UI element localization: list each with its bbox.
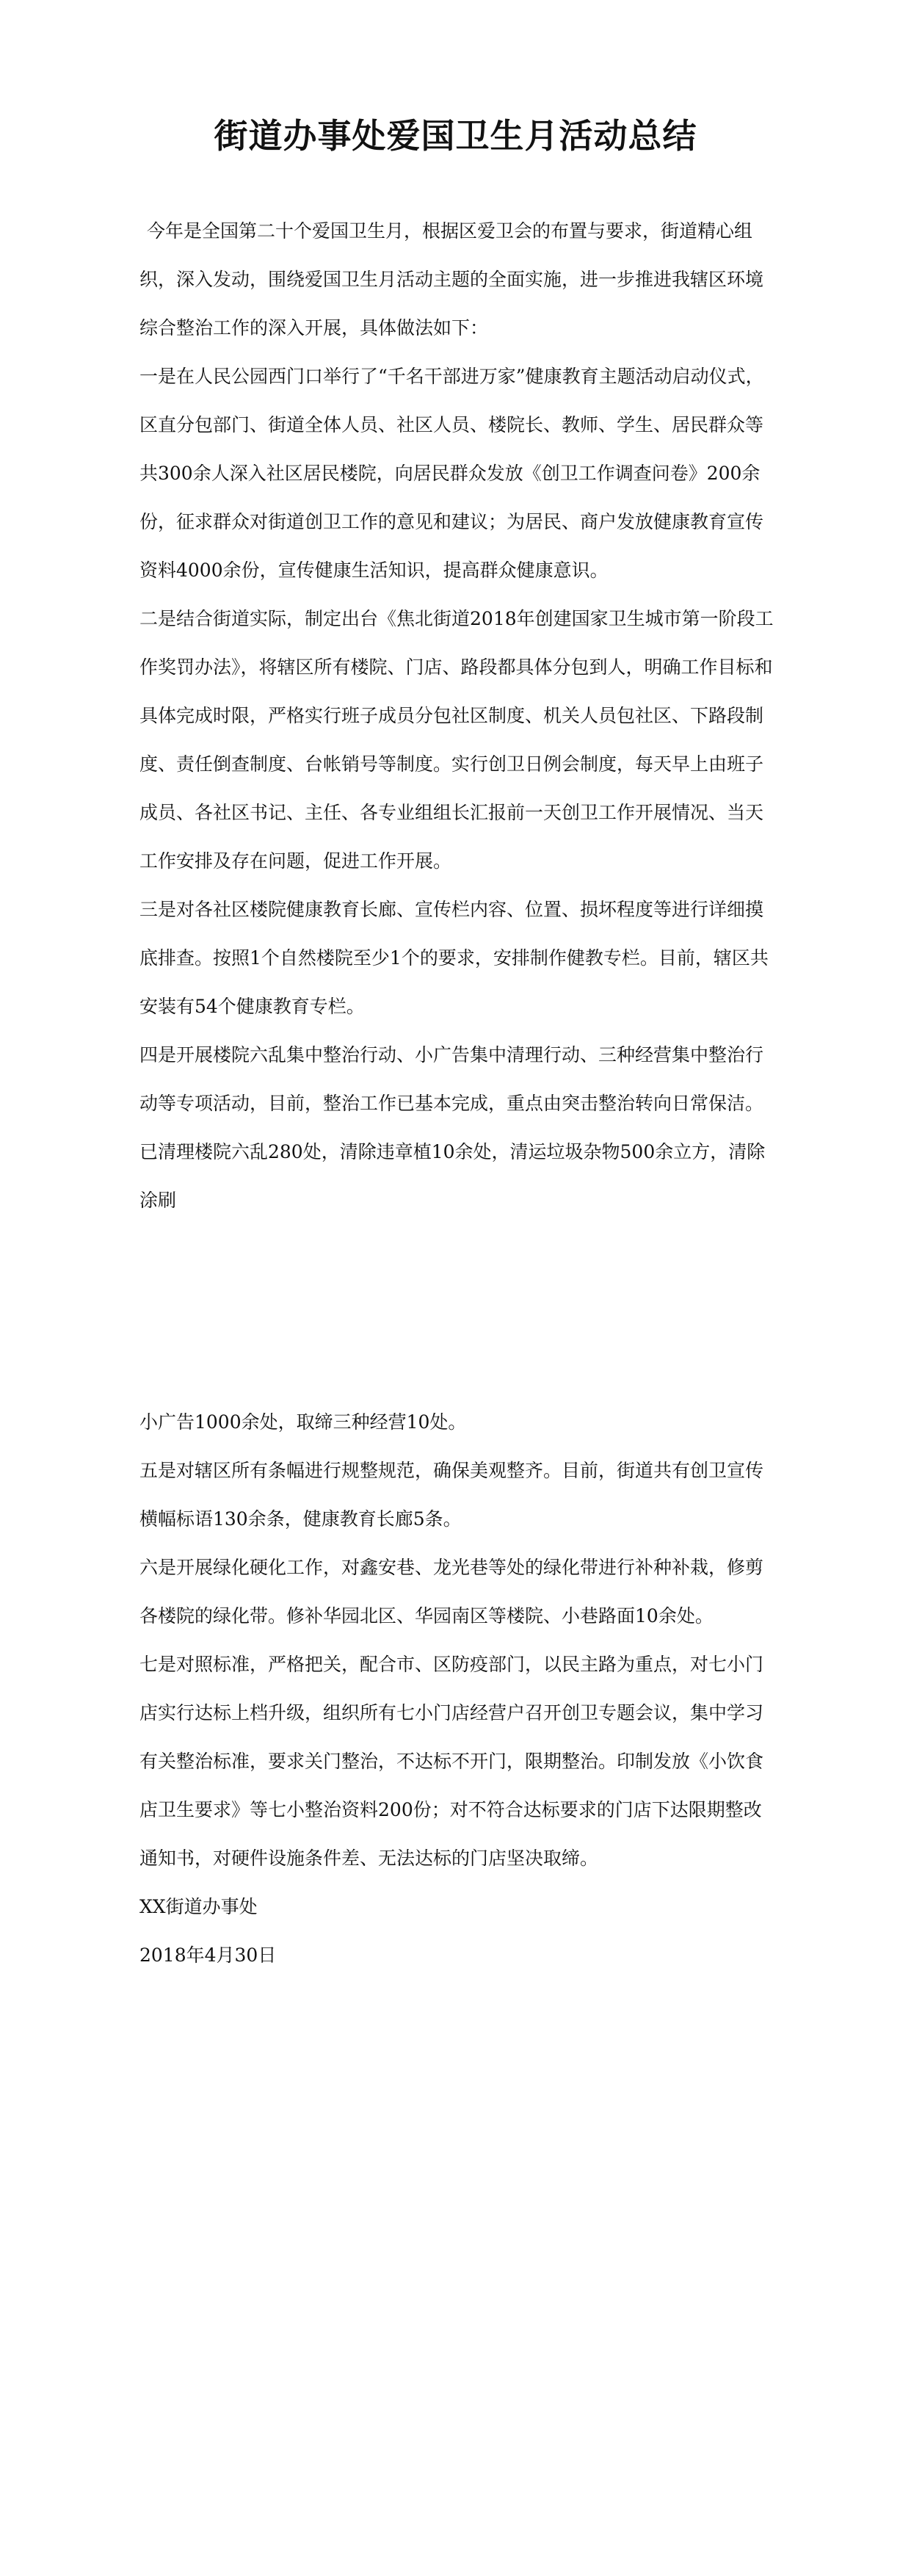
- intro-paragraph: 今年是全国第二十个爱国卫生月，根据区爱卫会的布置与要求，街道精心组织，深入发动，围绕爱国卫生月活动主题的全面实施，进一步推进我辖区环境综合整治工作的深入开展，具体做法如下：: [139, 220, 764, 339]
- item-1-paragraph: 一是在人民公园西门口举行了“千名干部进万家”健康教育主题活动启动仪式，区直分包部门、街道全体人员、社区人员、楼院长、教师、学生、居民群众等共300余人深入社区居民楼院，向居民群众发放《创卫工作调查问卷》200余份，征求群众对街道创卫工作的意见和建议；为居民、商户发放健康教育宣传资料4000余份，宣传健康生活知识，提高群众健康意识。: [139, 366, 764, 581]
- item-3-paragraph: 三是对各社区楼院健康教育长廊、宣传栏内容、位置、损坏程度等进行详细摸底排查。按照1个自然楼院至少1个的要求，安排制作健教专栏。目前，辖区共安装有54个健康教育专栏。: [139, 899, 769, 1017]
- item-5-paragraph: 五是对辖区所有条幅进行规整规范，确保美观整齐。目前，街道共有创卫宣传横幅标语130余条，健康教育长廊5条。: [139, 1460, 764, 1530]
- document-title: 街道办事处爱国卫生月活动总结: [214, 116, 697, 156]
- item-4-paragraph-part1: 四是开展楼院六乱集中整治行动、小广告集中清理行动、三种经营集中整治行动等专项活动，目前，整治工作已基本完成，重点由突击整治转向日常保洁。已清理楼院六乱280处，清除违章植10余处，清运垃圾杂物500余立方，清除涂刷: [139, 1044, 766, 1211]
- body-section-upper: [139, 207, 778, 1225]
- item-7-paragraph: 七是对照标准，严格把关，配合市、区防疫部门，以民主路为重点，对七小门店实行达标上档升级，组织所有七小门店经营户召开创卫专题会议，集中学习有关整治标准，要求关门整治，不达标不开门，限期整治。印制发放《小饮食店卫生要求》等七小整治资料200份；对不符合达标要求的门店下达限期整改通知书，对硬件设施条件差、无法达标的门店坚决取缔。: [139, 1654, 764, 1869]
- item-2-paragraph: 二是结合街道实际，制定出台《焦北街道2018年创建国家卫生城市第一阶段工作奖罚办法》，将辖区所有楼院、门店、路段都具体分包到人，明确工作目标和具体完成时限，严格实行班子成员分包社区制度、机关人员包社区、下路段制度、责任倒查制度、台帐销号等制度。实行创卫日例会制度，每天早上由班子成员、各社区书记、主任、各专业组组长汇报前一天创卫工作开展情况、当天工作安排及存在问题，促进工作开展。: [139, 608, 774, 872]
- signature-organization: XX街道办事处: [139, 1896, 258, 1917]
- body-section-lower: [139, 1398, 778, 1980]
- item-6-paragraph: 六是开展绿化硬化工作，对鑫安巷、龙光巷等处的绿化带进行补种补栽，修剪各楼院的绿化带。修补华园北区、华园南区等楼院、小巷路面10余处。: [139, 1557, 764, 1627]
- item-4-paragraph-part2: 小广告1000余处，取缔三种经营10处。: [139, 1411, 467, 1433]
- signature-date: 2018年4月30日: [139, 1944, 277, 1966]
